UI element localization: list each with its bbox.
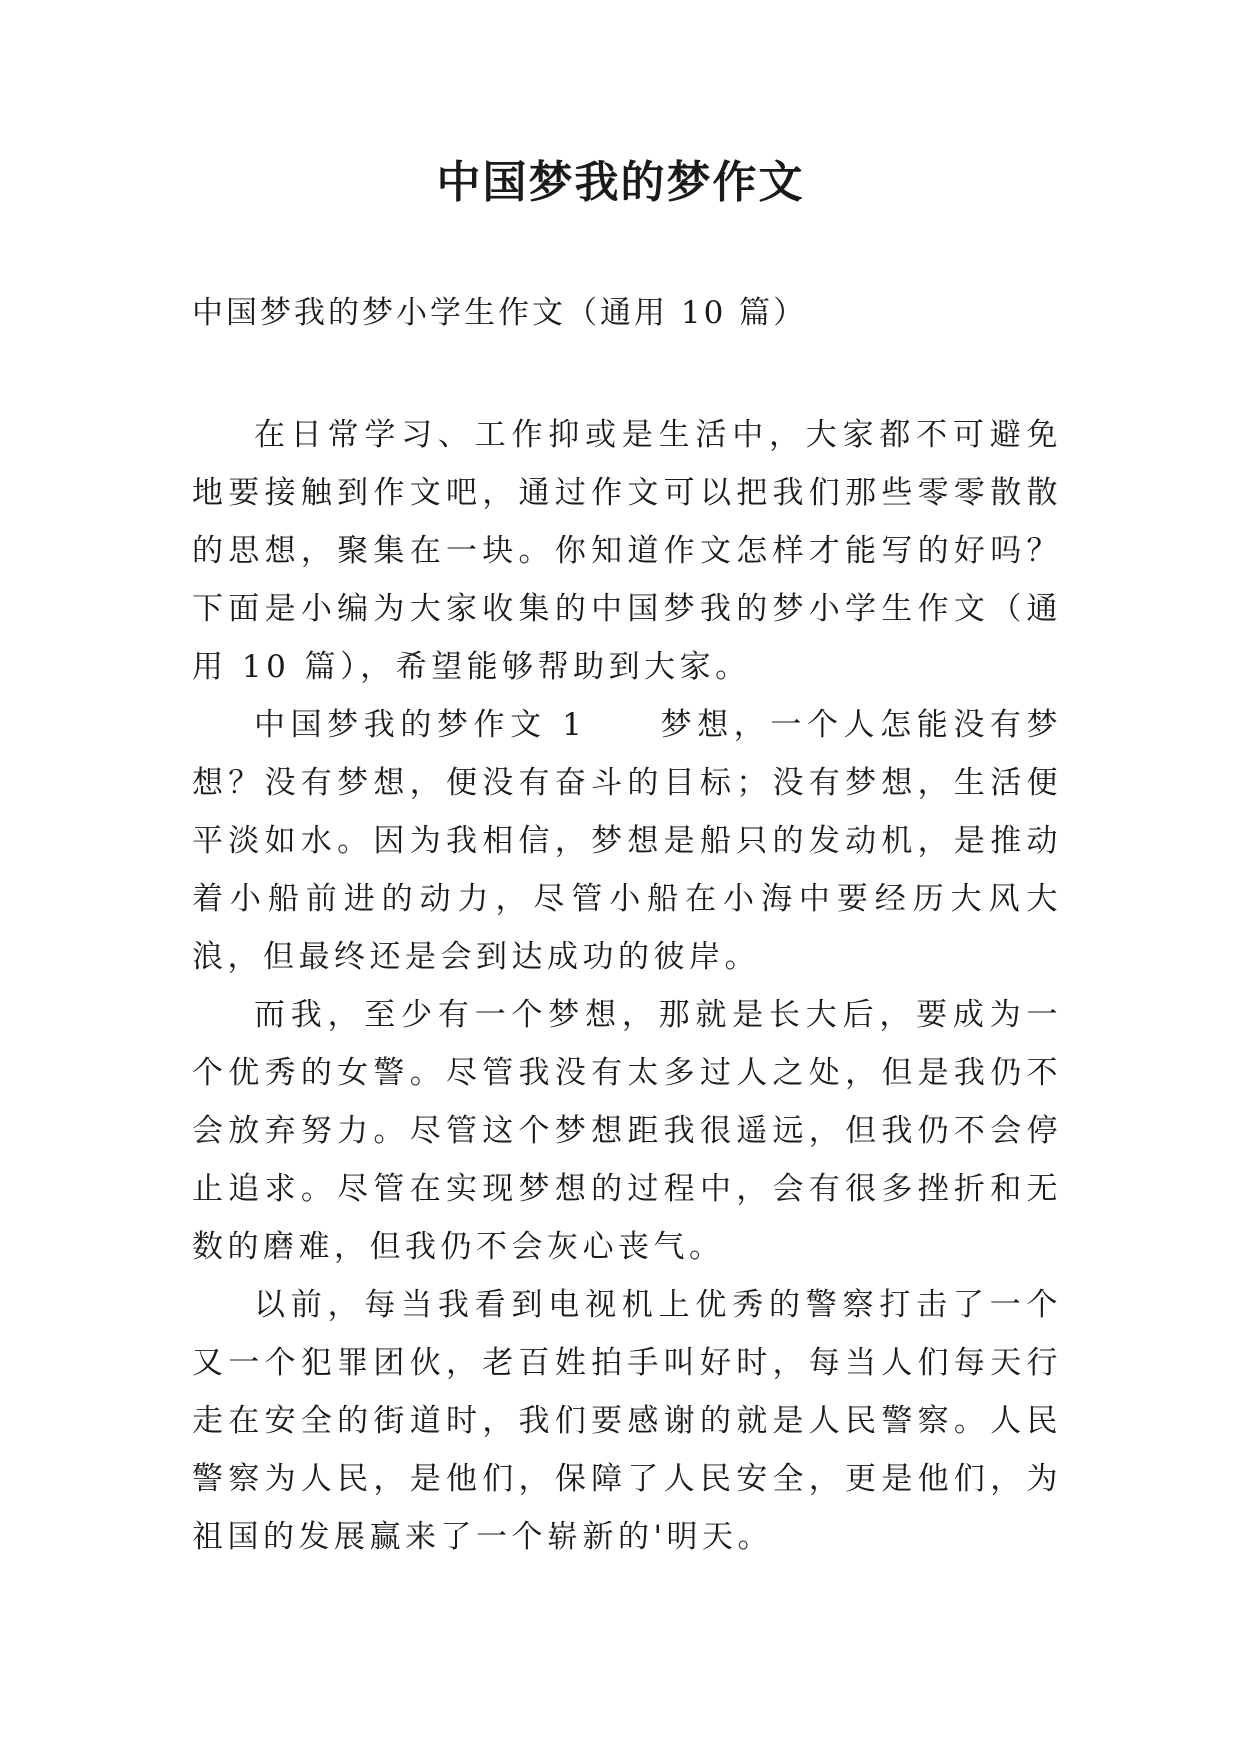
document-body bbox=[192, 406, 1062, 1566]
document-title: 中国梦我的梦作文 bbox=[436, 157, 805, 208]
paragraph-police-gratitude: 以前，每当我看到电视机上优秀的警察打击了一个又一个犯罪团伙，老百姓拍手叫好时，每当人们每天行走在安全的街道时，我们要感谢的就是人民警察。人民警察为人民，是他们，保障了人民安全，更是他们，为祖国的发展赢来了一个崭新的'明天。 bbox=[192, 1287, 1062, 1555]
document-subtitle: 中国梦我的梦小学生作文（通用 10 篇） bbox=[192, 295, 808, 331]
paragraph-dream-police: 而我，至少有一个梦想，那就是长大后，要成为一个优秀的女警。尽管我没有太多过人之处，但是我仍不会放弃努力。尽管这个梦想距我很遥远，但我仍不会停止追求。尽管在实现梦想的过程中，会有很多挫折和无数的磨难，但我仍不会灰心丧气。 bbox=[192, 997, 1062, 1265]
paragraph-essay-1-opening: 中国梦我的梦作文 1 梦想，一个人怎能没有梦想？没有梦想，便没有奋斗的目标；没有梦想，生活便平淡如水。因为我相信，梦想是船只的发动机，是推动着小船前进的动力，尽管小船在小海中要经历大风大浪，但最终还是会到达成功的彼岸。 bbox=[192, 707, 1062, 975]
paragraph-intro: 在日常学习、工作抑或是生活中，大家都不可避免地要接触到作文吧，通过作文可以把我们那些零零散散的思想，聚集在一块。你知道作文怎样才能写的好吗？下面是小编为大家收集的中国梦我的梦小学生作文（通用 10 篇），希望能够帮助到大家。 bbox=[192, 417, 1062, 685]
